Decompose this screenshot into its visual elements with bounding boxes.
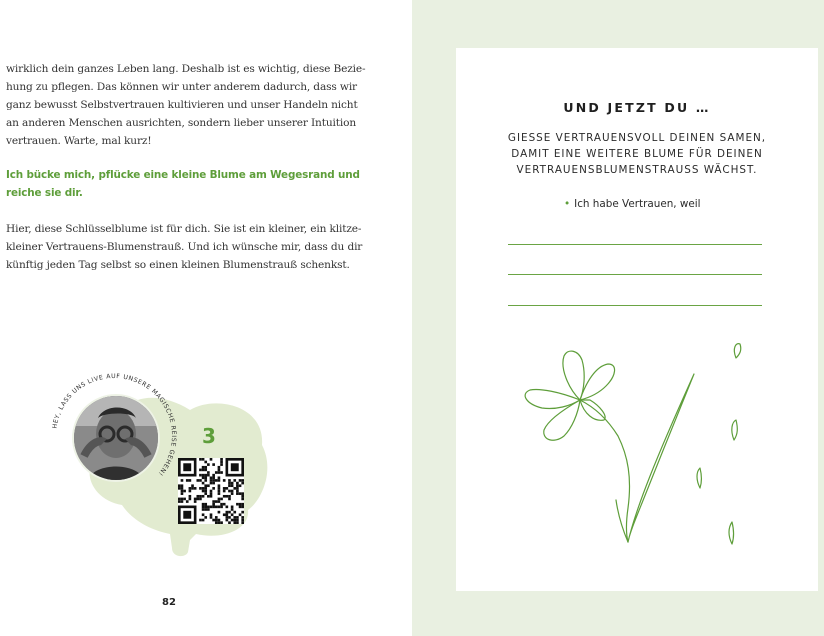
svg-text:HEY, LASS UNS LIVE AUF UNSERE (51, 373, 177, 477)
text-line: hung zu pflegen. Das können wir unter anderem dadurch, dass wir (6, 81, 357, 93)
paragraph-2 (6, 220, 363, 274)
exercise-card (456, 48, 818, 591)
text-line: an anderen Menschen ausrichten, sondern lieber unserer Intuition (6, 117, 356, 129)
highlight-paragraph (6, 166, 360, 202)
flower-drawing (456, 48, 818, 591)
step-number: 3 (202, 424, 216, 448)
instruction-line: DAMIT EINE WEITERE BLUME FÜR DEINEN (511, 148, 763, 160)
instruction-line: VERTRAUENSBLUMENSTRAUSS WÄCHST. (516, 164, 758, 176)
qr-code-icon[interactable] (178, 458, 244, 524)
circle-caption-text: HEY, LASS UNS LIVE AUF UNSERE MAGISCHE REISE GEHEN! (51, 372, 178, 478)
card-title: UND JETZT DU … (563, 100, 711, 115)
bullet-icon: • (564, 198, 571, 210)
text-line: ganz bewusst Selbstvertrauen kultivieren und unser Handeln nicht (6, 99, 358, 111)
text-line: künftig jeden Tag selbst so einen kleinen Blumenstrauß schenkst. (6, 259, 350, 271)
text-line: vertrauen. Warte, mal kurz! (6, 135, 152, 147)
paragraph-1 (6, 60, 366, 150)
text-line: Hier, diese Schlüsselblume ist für dich. Sie ist ein kleiner, ein klitze- (6, 223, 362, 235)
page-number: 82 (162, 597, 176, 608)
text-line: reiche sie dir. (6, 187, 83, 199)
instruction-line: GIESSE VERTRAUENSVOLL DEINEN SAMEN, (507, 132, 767, 144)
prompt-text: Ich habe Vertrauen, weil (574, 198, 701, 210)
text-line: Ich bücke mich, pflücke eine kleine Blume am Wegesrand und (6, 169, 360, 181)
circle-caption (46, 368, 182, 504)
text-line: kleiner Vertrauens-Blumenstrauß. Und ich wünsche mir, dass du dir (6, 241, 363, 253)
text-line: wirklich dein ganzes Leben lang. Deshalb ist es wichtig, diese Bezie- (6, 63, 366, 75)
